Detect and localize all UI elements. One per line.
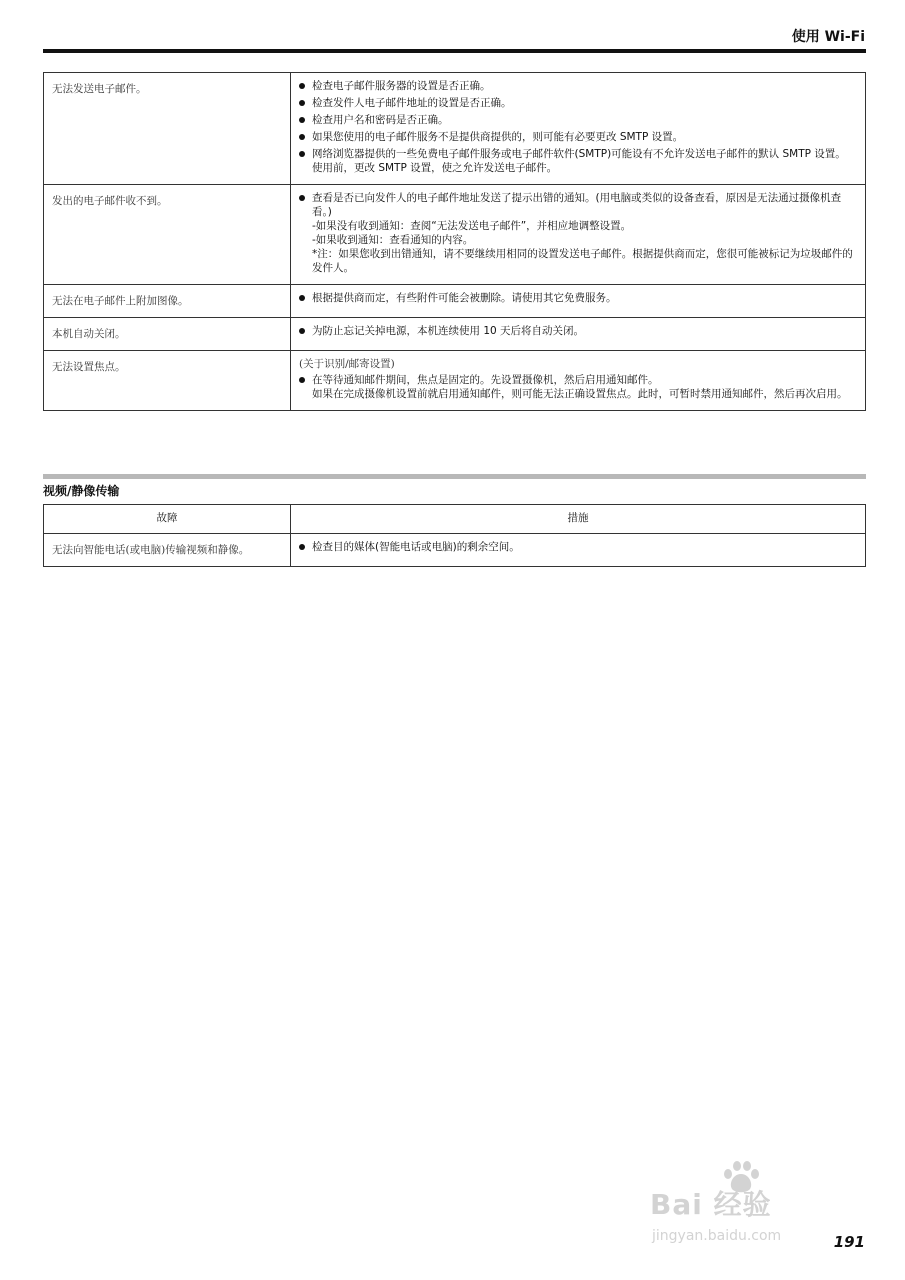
- problem-cell: 无法在电子邮件上附加图像。: [44, 285, 291, 318]
- bullet-line: 检查目的媒体(智能电话或电脑)的剩余空间。: [312, 541, 520, 553]
- page-header-title: 使用 Wi-Fi: [791, 29, 865, 45]
- bullet-line: 网络浏览器提供的一些免费电子邮件服务或电子邮件软件(SMTP)可能设有不允许发送电子邮件的默认 SMTP 设置。: [312, 148, 846, 160]
- bullet-line: 查看是否已向发件人的电子邮件地址发送了提示出错的通知。(用电脑或类似的设备查看，原因是无法通过摄像机查看。): [312, 192, 842, 218]
- baidu-jingyan-watermark: [650, 1160, 850, 1250]
- bullet-item: [299, 191, 857, 275]
- troubleshooting-table-email: [43, 72, 866, 411]
- header-rule: [43, 49, 866, 53]
- bullet-item: [299, 79, 857, 93]
- table-row: [44, 285, 866, 318]
- bullet-line: *注：如果您收到出错通知，请不要继续用相同的设置发送电子邮件。根据提供商而定，您很可能被标记为垃圾邮件的发件人。: [312, 248, 853, 274]
- bullet-line: -如果收到通知：查看通知的内容。: [312, 234, 474, 246]
- table-header-row: [44, 505, 866, 534]
- troubleshooting-table-transfer: [43, 504, 866, 567]
- bullet-line: 检查用户名和密码是否正确。: [312, 114, 449, 126]
- bullet-line: 检查电子邮件服务器的设置是否正确。: [312, 80, 491, 92]
- column-header-problem: 故障: [44, 505, 291, 534]
- bullet-list: [299, 79, 857, 175]
- bullet-list: [299, 324, 857, 338]
- action-cell: [291, 318, 866, 351]
- bullet-item: [299, 147, 857, 175]
- transfer-table-body: [44, 534, 866, 567]
- action-cell: [291, 73, 866, 185]
- bullet-line: 如果您使用的电子邮件服务不是提供商提供的，则可能有必要更改 SMTP 设置。: [312, 131, 684, 143]
- bullet-line: 为防止忘记关掉电源，本机连续使用 10 天后将自动关闭。: [312, 325, 585, 337]
- watermark-brand: Bai 经验: [650, 1188, 772, 1221]
- bullet-line: 在等待通知邮件期间，焦点是固定的。先设置摄像机，然后启用通知邮件。: [312, 374, 659, 386]
- bullet-list: [299, 191, 857, 275]
- action-cell: [291, 185, 866, 285]
- bullet-item: [299, 540, 857, 554]
- action-cell: [291, 351, 866, 411]
- bullet-line: 如果在完成摄像机设置前就启用通知邮件，则可能无法正确设置焦点。此时，可暂时禁用通知邮件，然后再次启用。: [312, 388, 848, 400]
- table-row: [44, 185, 866, 285]
- email-table-body: [44, 73, 866, 411]
- action-note: (关于识别/邮寄设置): [299, 358, 395, 370]
- section-rule: [43, 474, 866, 479]
- column-header-action: 措施: [291, 505, 866, 534]
- bullet-line: 根据提供商而定，有些附件可能会被删除。请使用其它免费服务。: [312, 292, 617, 304]
- problem-cell: 无法向智能电话(或电脑)传输视频和静像。: [44, 534, 291, 567]
- section-title: 视频/静像传输: [43, 484, 120, 498]
- watermark-url: jingyan.baidu.com: [652, 1228, 782, 1244]
- action-cell: [291, 285, 866, 318]
- bullet-list: [299, 540, 857, 554]
- bullet-item: [299, 324, 857, 338]
- action-cell: [291, 534, 866, 567]
- bullet-line: -如果没有收到通知：查阅“无法发送电子邮件”，并相应地调整设置。: [312, 220, 632, 232]
- table-row: [44, 73, 866, 185]
- bullet-list: [299, 291, 857, 305]
- bullet-line: 检查发件人电子邮件地址的设置是否正确。: [312, 97, 512, 109]
- bullet-item: [299, 96, 857, 110]
- table-row: [44, 318, 866, 351]
- bullet-item: [299, 291, 857, 305]
- bullet-line: 使用前，更改 SMTP 设置，使之允许发送电子邮件。: [312, 162, 558, 174]
- bullet-list: [299, 373, 857, 401]
- page-number: 191: [833, 1233, 865, 1251]
- bullet-item: [299, 130, 857, 144]
- table-row: [44, 534, 866, 567]
- problem-cell: 本机自动关闭。: [44, 318, 291, 351]
- problem-cell: 无法设置焦点。: [44, 351, 291, 411]
- problem-cell: 无法发送电子邮件。: [44, 73, 291, 185]
- bullet-item: [299, 113, 857, 127]
- bullet-item: [299, 373, 857, 401]
- table-row: [44, 351, 866, 411]
- problem-cell: 发出的电子邮件收不到。: [44, 185, 291, 285]
